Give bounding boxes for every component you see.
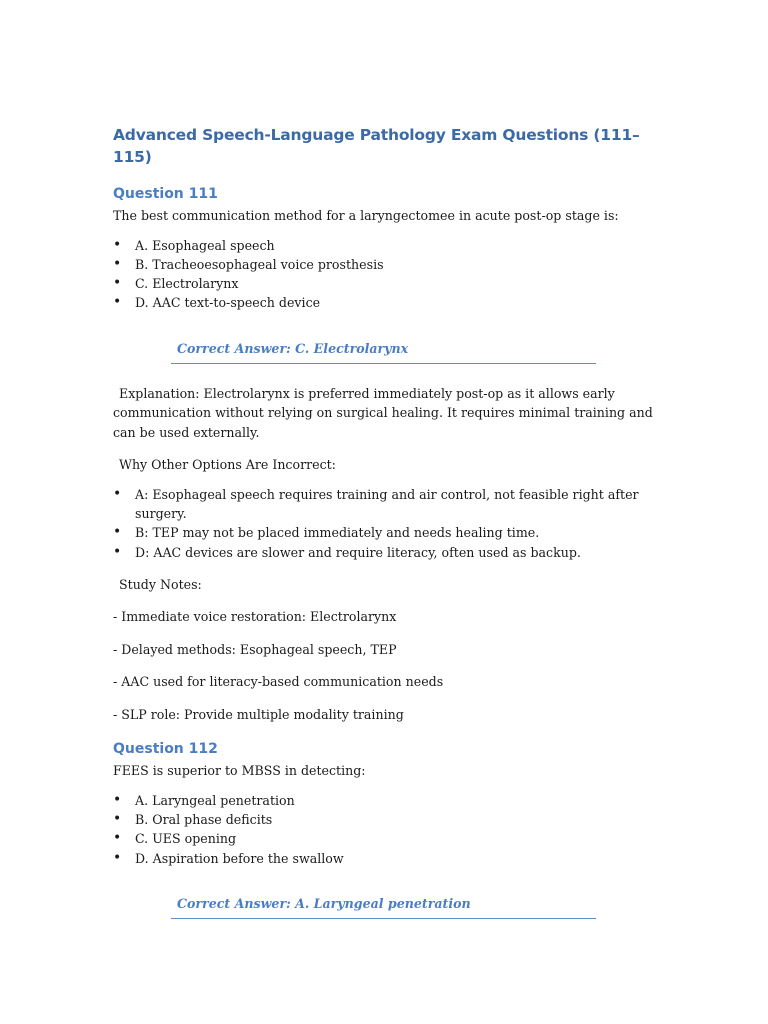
option-text: B. Tracheoesophageal voice prosthesis: [135, 256, 384, 272]
option-text: A. Laryngeal penetration: [135, 792, 295, 808]
study-note-line: - Delayed methods: Esophageal speech, TEP: [113, 641, 397, 657]
bullet-icon: •: [113, 830, 122, 847]
bullet-icon: •: [113, 255, 122, 272]
why-item: [113, 523, 658, 542]
question-112-options: [113, 791, 658, 868]
why-item-text: D: AAC devices are slower and require literacy, often used as backup.: [135, 544, 581, 560]
explanation-paragraph: Explanation: Electrolarynx is preferred immediately post-op as it allows early communication without relying on surgical healing. It requires minimal training and can be used externally.: [113, 385, 653, 440]
option-item: [113, 236, 658, 255]
document-title: Advanced Speech-Language Pathology Exam Questions (111–115): [113, 126, 640, 166]
bullet-icon: •: [113, 485, 122, 502]
document-page: [113, 124, 658, 919]
question-111-stem: The best communication method for a laryngectomee in acute post-op stage is:: [113, 208, 619, 223]
bullet-icon: •: [113, 275, 122, 292]
option-item: [113, 274, 658, 293]
bullet-icon: •: [113, 791, 122, 808]
study-note-line: - AAC used for literacy-based communication needs: [113, 674, 444, 690]
bullet-icon: •: [113, 236, 122, 253]
option-item: [113, 810, 658, 829]
question-111-answer: [171, 340, 596, 364]
option-item: [113, 829, 658, 848]
option-text: D. Aspiration before the swallow: [135, 850, 344, 866]
bullet-icon: •: [113, 294, 122, 311]
bullet-icon: •: [113, 811, 122, 828]
bullet-icon: •: [113, 524, 122, 541]
study-notes-heading: Study Notes:: [119, 576, 202, 592]
study-note-line: - SLP role: Provide multiple modality training: [113, 706, 404, 722]
bullet-icon: •: [113, 543, 122, 560]
question-112-stem: FEES is superior to MBSS in detecting:: [113, 763, 366, 779]
question-111-options: [113, 236, 658, 313]
why-item: [113, 543, 658, 562]
option-item: [113, 849, 658, 868]
question-111: [113, 184, 658, 724]
option-text: D. AAC text-to-speech device: [135, 295, 321, 311]
option-text: B. Oral phase deficits: [135, 812, 273, 828]
option-text: A. Esophageal speech: [135, 237, 275, 253]
why-item-text: A: Esophageal speech requires training and air control, not feasible right after surgery.: [135, 486, 639, 521]
bullet-icon: •: [113, 849, 122, 866]
why-incorrect-heading: Why Other Options Are Incorrect:: [119, 457, 336, 473]
option-item: [113, 791, 658, 810]
why-incorrect-list: [113, 485, 658, 562]
correct-answer-text: Correct Answer: C. Electrolarynx: [177, 340, 409, 356]
question-112: [113, 739, 658, 919]
question-111-heading: Question 111: [113, 186, 218, 202]
correct-answer-text: Correct Answer: A. Laryngeal penetration: [177, 896, 471, 912]
option-item: [113, 293, 658, 312]
question-112-answer: [171, 895, 596, 919]
option-text: C. UES opening: [135, 831, 237, 847]
why-item: [113, 485, 658, 524]
option-text: C. Electrolarynx: [135, 276, 239, 292]
question-112-heading: Question 112: [113, 741, 218, 758]
why-item-text: B: TEP may not be placed immediately and needs healing time.: [135, 525, 540, 541]
study-note-line: - Immediate voice restoration: Electrolarynx: [113, 609, 397, 625]
option-item: [113, 255, 658, 274]
